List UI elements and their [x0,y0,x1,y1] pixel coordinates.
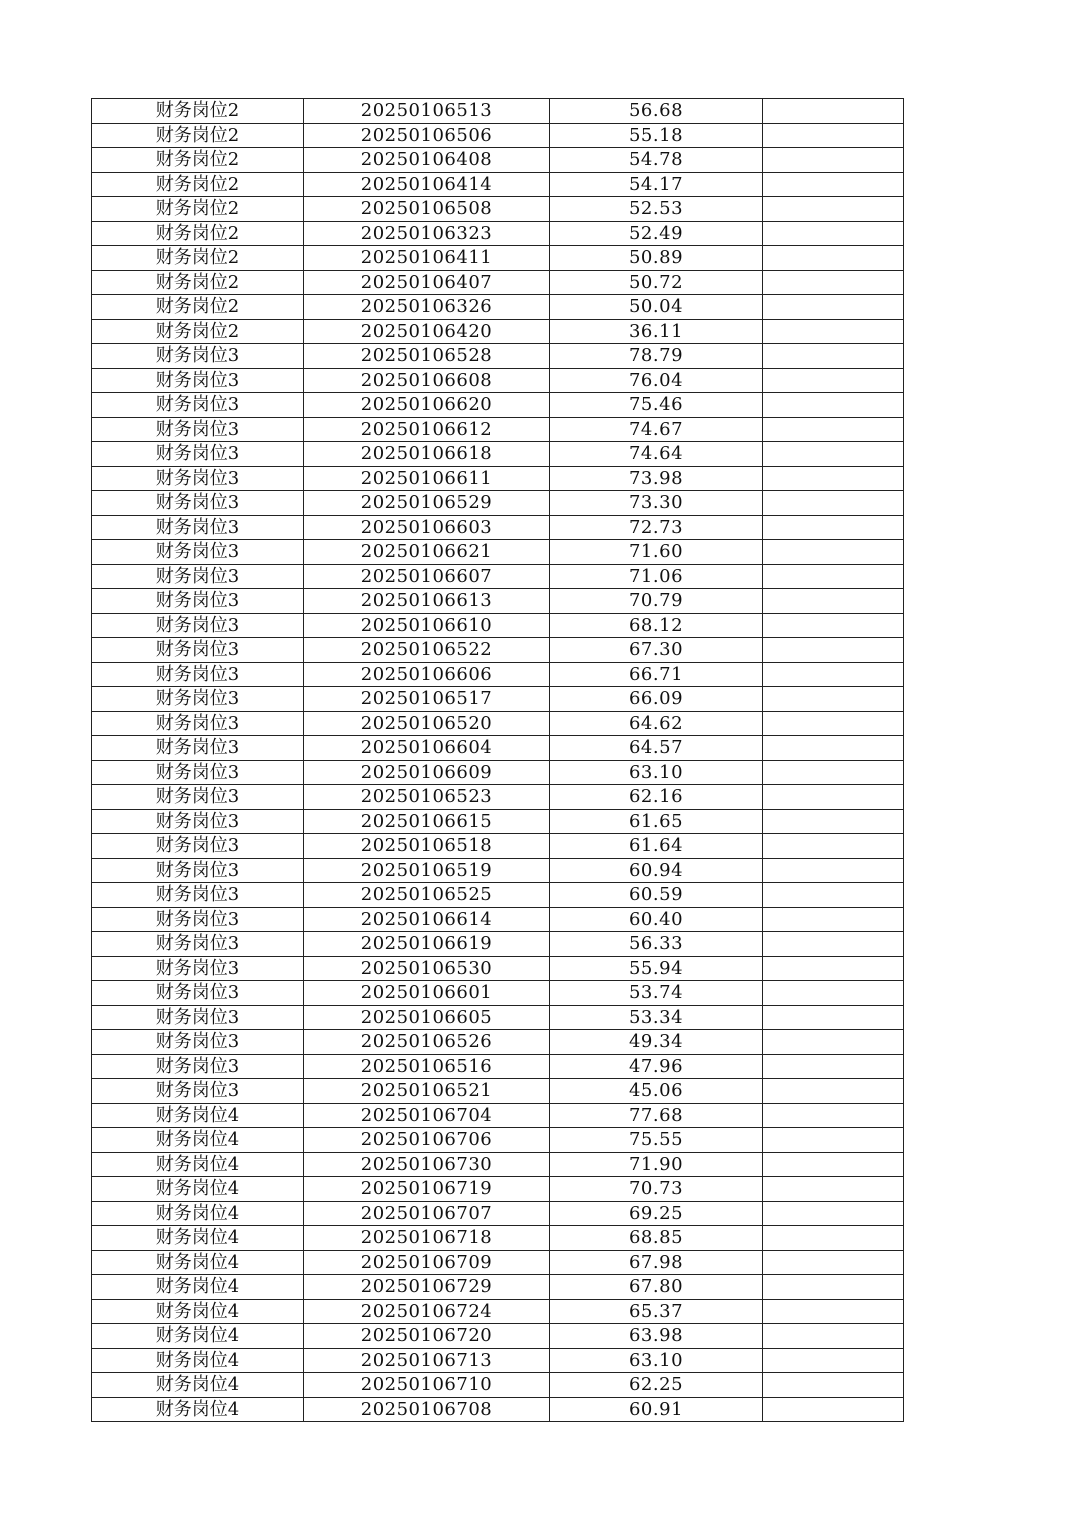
remark-cell [763,1152,904,1177]
table-row [92,981,904,1006]
table-row [92,858,904,883]
ticket-number-cell: 20250106618 [304,442,550,467]
remark-cell [763,270,904,295]
score-cell: 75.46 [550,393,763,418]
remark-cell [763,1201,904,1226]
ticket-number-cell: 20250106528 [304,344,550,369]
position-cell: 财务岗位3 [92,956,304,981]
position-cell: 财务岗位3 [92,344,304,369]
score-cell: 67.80 [550,1275,763,1300]
ticket-number-cell: 20250106724 [304,1299,550,1324]
remark-cell [763,760,904,785]
table-row [92,638,904,663]
remark-cell [763,638,904,663]
position-cell: 财务岗位3 [92,1005,304,1030]
position-cell: 财务岗位4 [92,1275,304,1300]
remark-cell [763,1128,904,1153]
position-cell: 财务岗位3 [92,687,304,712]
score-cell: 54.78 [550,148,763,173]
score-cell: 54.17 [550,172,763,197]
score-cell: 50.89 [550,246,763,271]
remark-cell [763,197,904,222]
score-cell: 67.30 [550,638,763,663]
table-row [92,1054,904,1079]
remark-cell [763,515,904,540]
position-cell: 财务岗位3 [92,785,304,810]
table-row [92,1128,904,1153]
ticket-number-cell: 20250106518 [304,834,550,859]
table-row [92,932,904,957]
ticket-number-cell: 20250106713 [304,1348,550,1373]
score-cell: 55.94 [550,956,763,981]
position-cell: 财务岗位2 [92,123,304,148]
table-row [92,491,904,516]
ticket-number-cell: 20250106516 [304,1054,550,1079]
remark-cell [763,1177,904,1202]
position-cell: 财务岗位4 [92,1201,304,1226]
ticket-number-cell: 20250106411 [304,246,550,271]
remark-cell [763,1275,904,1300]
score-cell: 56.33 [550,932,763,957]
position-cell: 财务岗位2 [92,295,304,320]
position-cell: 财务岗位3 [92,515,304,540]
ticket-number-cell: 20250106610 [304,613,550,638]
position-cell: 财务岗位4 [92,1177,304,1202]
table-row [92,564,904,589]
remark-cell [763,99,904,124]
table-row [92,1005,904,1030]
remark-cell [763,1079,904,1104]
score-cell: 71.90 [550,1152,763,1177]
position-cell: 财务岗位3 [92,981,304,1006]
remark-cell [763,1299,904,1324]
ticket-number-cell: 20250106604 [304,736,550,761]
ticket-number-cell: 20250106506 [304,123,550,148]
score-cell: 74.64 [550,442,763,467]
score-cell: 67.98 [550,1250,763,1275]
position-cell: 财务岗位3 [92,540,304,565]
position-cell: 财务岗位3 [92,564,304,589]
table-row [92,589,904,614]
table-row [92,1201,904,1226]
table-row [92,834,904,859]
remark-cell [763,834,904,859]
table-row [92,1250,904,1275]
remark-cell [763,1005,904,1030]
remark-cell [763,1397,904,1422]
score-cell: 53.34 [550,1005,763,1030]
remark-cell [763,907,904,932]
score-cell: 70.79 [550,589,763,614]
score-cell: 63.10 [550,760,763,785]
ticket-number-cell: 20250106522 [304,638,550,663]
score-cell: 71.06 [550,564,763,589]
position-cell: 财务岗位3 [92,393,304,418]
score-cell: 50.72 [550,270,763,295]
score-cell: 69.25 [550,1201,763,1226]
score-cell: 68.12 [550,613,763,638]
table-row [92,417,904,442]
ticket-number-cell: 20250106608 [304,368,550,393]
remark-cell [763,1324,904,1349]
ticket-number-cell: 20250106513 [304,99,550,124]
ticket-number-cell: 20250106720 [304,1324,550,1349]
ticket-number-cell: 20250106611 [304,466,550,491]
remark-cell [763,491,904,516]
score-cell: 73.98 [550,466,763,491]
remark-cell [763,1348,904,1373]
remark-cell [763,932,904,957]
position-cell: 财务岗位2 [92,270,304,295]
table-row [92,1079,904,1104]
ticket-number-cell: 20250106707 [304,1201,550,1226]
score-cell: 60.94 [550,858,763,883]
score-cell: 63.98 [550,1324,763,1349]
remark-cell [763,1030,904,1055]
position-cell: 财务岗位3 [92,442,304,467]
position-cell: 财务岗位3 [92,711,304,736]
table-row [92,99,904,124]
remark-cell [763,809,904,834]
position-cell: 财务岗位3 [92,1079,304,1104]
table-row [92,393,904,418]
position-cell: 财务岗位4 [92,1103,304,1128]
score-cell: 61.64 [550,834,763,859]
position-cell: 财务岗位4 [92,1128,304,1153]
table-row [92,368,904,393]
position-cell: 财务岗位4 [92,1299,304,1324]
table-row [92,1152,904,1177]
score-cell: 50.04 [550,295,763,320]
score-cell: 63.10 [550,1348,763,1373]
position-cell: 财务岗位4 [92,1324,304,1349]
score-cell: 49.34 [550,1030,763,1055]
ticket-number-cell: 20250106619 [304,932,550,957]
score-cell: 53.74 [550,981,763,1006]
ticket-number-cell: 20250106414 [304,172,550,197]
remark-cell [763,736,904,761]
table-row [92,907,904,932]
ticket-number-cell: 20250106706 [304,1128,550,1153]
table-row [92,148,904,173]
score-cell: 71.60 [550,540,763,565]
table-row [92,1324,904,1349]
ticket-number-cell: 20250106718 [304,1226,550,1251]
remark-cell [763,295,904,320]
position-cell: 财务岗位3 [92,613,304,638]
position-cell: 财务岗位4 [92,1348,304,1373]
ticket-number-cell: 20250106609 [304,760,550,785]
remark-cell [763,540,904,565]
remark-cell [763,148,904,173]
score-cell: 64.57 [550,736,763,761]
position-cell: 财务岗位3 [92,809,304,834]
ticket-number-cell: 20250106614 [304,907,550,932]
position-cell: 财务岗位4 [92,1226,304,1251]
position-cell: 财务岗位3 [92,834,304,859]
ticket-number-cell: 20250106508 [304,197,550,222]
remark-cell [763,883,904,908]
remark-cell [763,393,904,418]
position-cell: 财务岗位2 [92,172,304,197]
table-row [92,1397,904,1422]
table-row [92,1348,904,1373]
remark-cell [763,172,904,197]
score-cell: 73.30 [550,491,763,516]
table-row [92,687,904,712]
position-cell: 财务岗位3 [92,638,304,663]
position-cell: 财务岗位3 [92,466,304,491]
score-cell: 52.53 [550,197,763,222]
table-row [92,956,904,981]
table-row [92,172,904,197]
remark-cell [763,981,904,1006]
position-cell: 财务岗位3 [92,662,304,687]
score-cell: 45.06 [550,1079,763,1104]
table-row [92,344,904,369]
position-cell: 财务岗位2 [92,246,304,271]
ticket-number-cell: 20250106420 [304,319,550,344]
table-row [92,883,904,908]
position-cell: 财务岗位4 [92,1250,304,1275]
position-cell: 财务岗位2 [92,197,304,222]
ticket-number-cell: 20250106730 [304,1152,550,1177]
ticket-number-cell: 20250106603 [304,515,550,540]
position-cell: 财务岗位3 [92,417,304,442]
table-row [92,1103,904,1128]
table-row [92,246,904,271]
ticket-number-cell: 20250106615 [304,809,550,834]
remark-cell [763,246,904,271]
ticket-number-cell: 20250106621 [304,540,550,565]
position-cell: 财务岗位4 [92,1373,304,1398]
remark-cell [763,319,904,344]
ticket-number-cell: 20250106710 [304,1373,550,1398]
ticket-number-cell: 20250106607 [304,564,550,589]
score-cell: 60.59 [550,883,763,908]
score-cell: 64.62 [550,711,763,736]
table-row [92,736,904,761]
table-row [92,711,904,736]
remark-cell [763,1250,904,1275]
position-cell: 财务岗位2 [92,221,304,246]
ticket-number-cell: 20250106709 [304,1250,550,1275]
position-cell: 财务岗位2 [92,99,304,124]
table-row [92,515,904,540]
ticket-number-cell: 20250106526 [304,1030,550,1055]
remark-cell [763,221,904,246]
table-row [92,442,904,467]
ticket-number-cell: 20250106612 [304,417,550,442]
position-cell: 财务岗位2 [92,148,304,173]
position-cell: 财务岗位2 [92,319,304,344]
remark-cell [763,589,904,614]
score-cell: 47.96 [550,1054,763,1079]
ticket-number-cell: 20250106704 [304,1103,550,1128]
score-cell: 60.40 [550,907,763,932]
score-cell: 61.65 [550,809,763,834]
score-cell: 78.79 [550,344,763,369]
remark-cell [763,466,904,491]
table-row [92,197,904,222]
ticket-number-cell: 20250106613 [304,589,550,614]
table-row [92,1226,904,1251]
position-cell: 财务岗位3 [92,368,304,393]
remark-cell [763,613,904,638]
position-cell: 财务岗位3 [92,932,304,957]
position-cell: 财务岗位3 [92,491,304,516]
score-cell: 66.71 [550,662,763,687]
table-row [92,540,904,565]
position-cell: 财务岗位3 [92,858,304,883]
table-row [92,1177,904,1202]
remark-cell [763,123,904,148]
position-cell: 财务岗位3 [92,589,304,614]
score-cell: 76.04 [550,368,763,393]
position-cell: 财务岗位3 [92,883,304,908]
score-cell: 70.73 [550,1177,763,1202]
position-cell: 财务岗位3 [92,1054,304,1079]
remark-cell [763,858,904,883]
position-cell: 财务岗位3 [92,1030,304,1055]
table-row [92,613,904,638]
table-row [92,123,904,148]
ticket-number-cell: 20250106520 [304,711,550,736]
score-table-body [92,99,904,1422]
score-cell: 62.16 [550,785,763,810]
table-row [92,1299,904,1324]
table-row [92,270,904,295]
remark-cell [763,1103,904,1128]
score-cell: 36.11 [550,319,763,344]
ticket-number-cell: 20250106606 [304,662,550,687]
score-cell: 68.85 [550,1226,763,1251]
ticket-number-cell: 20250106530 [304,956,550,981]
ticket-number-cell: 20250106708 [304,1397,550,1422]
table-row [92,466,904,491]
ticket-number-cell: 20250106407 [304,270,550,295]
ticket-number-cell: 20250106523 [304,785,550,810]
position-cell: 财务岗位3 [92,907,304,932]
ticket-number-cell: 20250106525 [304,883,550,908]
score-cell: 55.18 [550,123,763,148]
position-cell: 财务岗位4 [92,1397,304,1422]
remark-cell [763,1226,904,1251]
table-row [92,1275,904,1300]
ticket-number-cell: 20250106605 [304,1005,550,1030]
table-row [92,221,904,246]
score-cell: 65.37 [550,1299,763,1324]
score-cell: 72.73 [550,515,763,540]
remark-cell [763,564,904,589]
remark-cell [763,785,904,810]
table-row [92,319,904,344]
ticket-number-cell: 20250106326 [304,295,550,320]
table-row [92,785,904,810]
score-cell: 75.55 [550,1128,763,1153]
remark-cell [763,1373,904,1398]
score-cell: 77.68 [550,1103,763,1128]
table-row [92,1030,904,1055]
remark-cell [763,662,904,687]
ticket-number-cell: 20250106719 [304,1177,550,1202]
ticket-number-cell: 20250106521 [304,1079,550,1104]
ticket-number-cell: 20250106519 [304,858,550,883]
score-cell: 66.09 [550,687,763,712]
table-row [92,295,904,320]
remark-cell [763,417,904,442]
remark-cell [763,711,904,736]
ticket-number-cell: 20250106620 [304,393,550,418]
position-cell: 财务岗位4 [92,1152,304,1177]
score-cell: 74.67 [550,417,763,442]
table-row [92,662,904,687]
table-row [92,760,904,785]
score-cell: 62.25 [550,1373,763,1398]
position-cell: 财务岗位3 [92,736,304,761]
ticket-number-cell: 20250106408 [304,148,550,173]
score-cell: 52.49 [550,221,763,246]
ticket-number-cell: 20250106729 [304,1275,550,1300]
ticket-number-cell: 20250106601 [304,981,550,1006]
remark-cell [763,1054,904,1079]
ticket-number-cell: 20250106323 [304,221,550,246]
score-table [91,98,904,1422]
remark-cell [763,344,904,369]
remark-cell [763,442,904,467]
table-row [92,809,904,834]
score-cell: 60.91 [550,1397,763,1422]
score-cell: 56.68 [550,99,763,124]
ticket-number-cell: 20250106517 [304,687,550,712]
remark-cell [763,368,904,393]
remark-cell [763,956,904,981]
remark-cell [763,687,904,712]
position-cell: 财务岗位3 [92,760,304,785]
table-row [92,1373,904,1398]
ticket-number-cell: 20250106529 [304,491,550,516]
